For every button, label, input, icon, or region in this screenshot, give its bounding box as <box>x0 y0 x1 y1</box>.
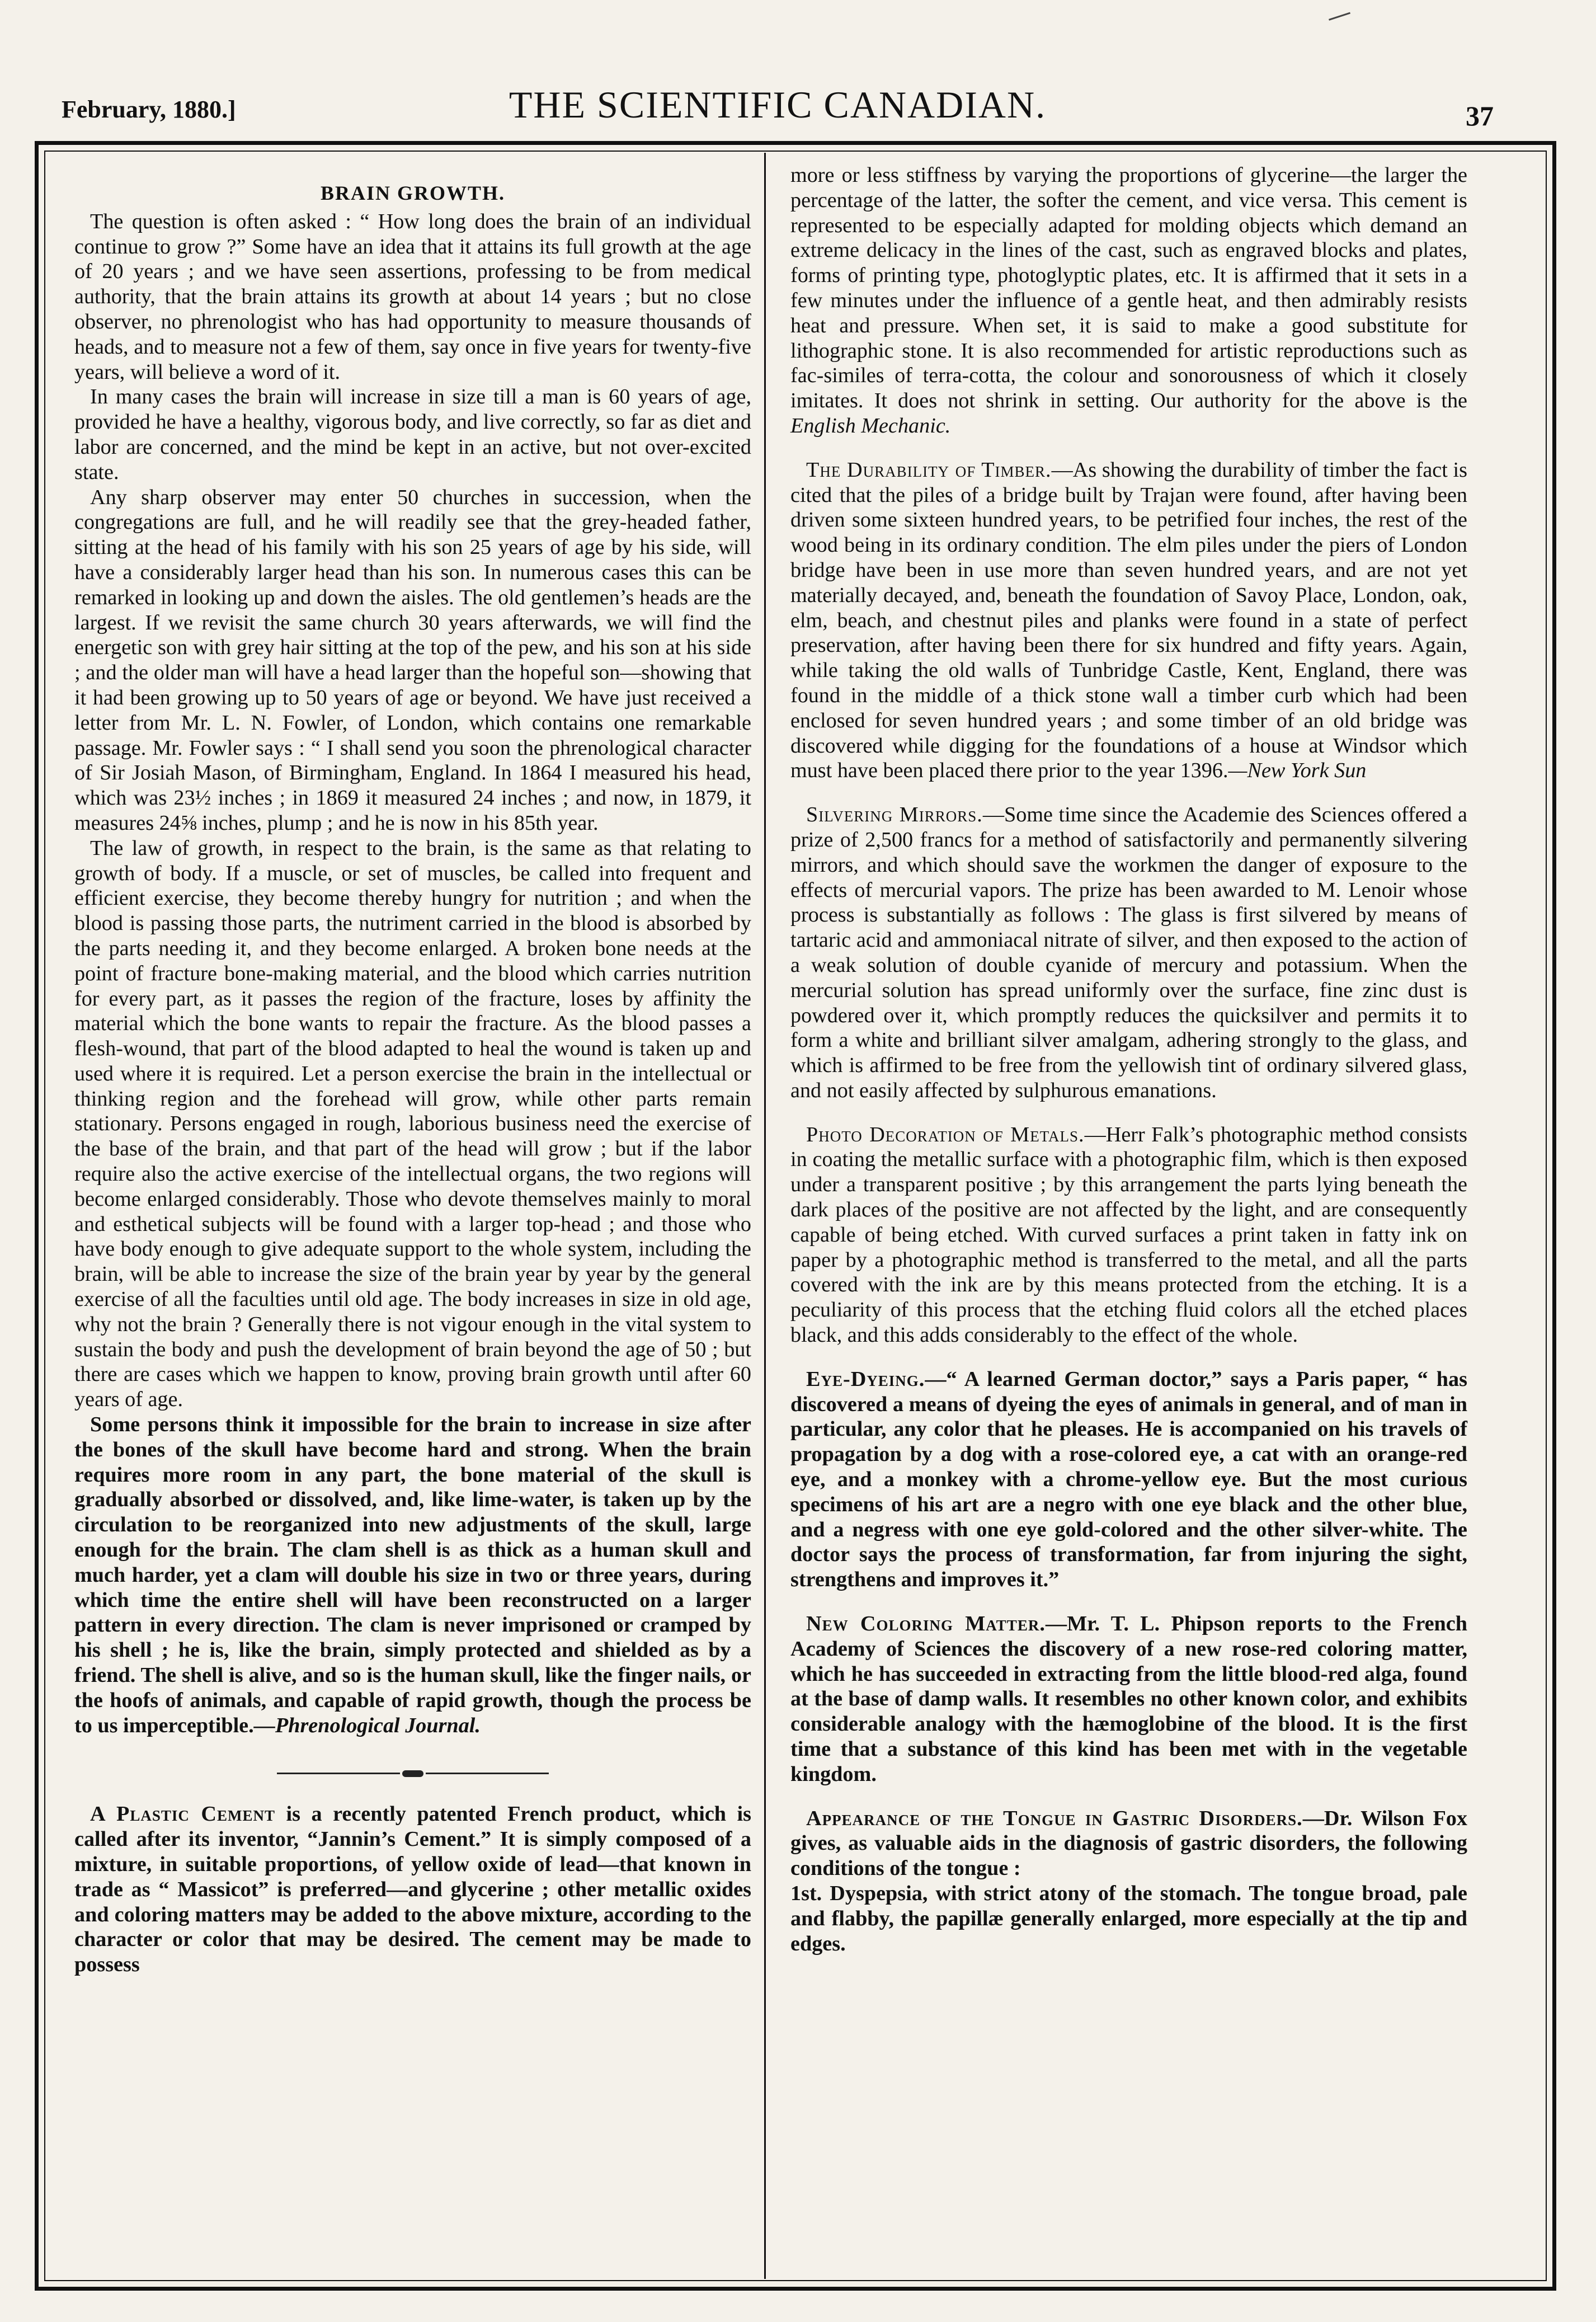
coloring-heading: New Coloring Matter. <box>806 1612 1046 1636</box>
mirrors-text: —Some time since the Academie des Sciences offered a prize of 2,500 francs for a method of satisfactorily and permanently silvering mirrors, and which should save the workmen the danger of exposure to the effects of mercurial vapors. The prize has been awarded to M. Lenoir whose process is substantially as follows : The glass is first silvered by means of tartaric acid and ammoniacal nitrate of silver, and then exposed to the action of a weak solution of double cyanide of mercury and potassium. When the mercurial solution has spread uniformly over the surface, fine zinc dust is powdered over it, which promptly reduces the quicksilver and permits it to form a white and brilliant silver amalgam, adhering strongly to the glass, and which is affirmed to be free from the yellowish tint of ordinary silvered glass, and not easily affected by sulphurous emanations. <box>790 803 1467 1102</box>
photo-text: —Herr Falk’s photographic method consists in coating the metallic surface with a photographic film, which is then exposed under a transparent positive ; by this arrangement the parts lying beneath the dark places of the positive are not affected by the light, and are consequently capable of being etched. With curved surfaces a print taken in fatty ink on paper by a photographic method is transferred to the metal, and all the parts covered with the ink are by this means protected from the etching. It is a peculiarity of this process that the etching fluid colors all the etched places black, and this adds considerably to the effect of the whole. <box>790 1122 1467 1347</box>
plastic-cement-heading: A Plastic Cement <box>90 1802 275 1826</box>
plastic-cement-text-left: is a recently patented French product, which is called after its inventor, “Jannin’s Cement.” It is simply composed of a mixture, in suitable proportions, of yellow oxide of lead—that known in trade as “ Massicot” is preferred—and glycerine ; other metallic oxides and coloring matters may be added to the above mixture, according to the character or color that may be desired. The cement may be made to possess <box>74 1802 752 1977</box>
eye-heading: Eye-Dyeing. <box>806 1367 925 1391</box>
photo-heading: Photo Decoration of Metals. <box>806 1122 1085 1146</box>
page-number: 37 <box>1466 100 1494 131</box>
page-header <box>62 83 1494 144</box>
left-column <box>74 181 751 1977</box>
coloring-text: —Mr. T. L. Phipson reports to the French Academy of Sciences the discovery of a new rose-red coloring matter, which he has succeeded in extracting from the little blood-red alga, found at the base of damp walls. It resembles no other known color, and exhibits considerable analogy with the hæmoglobine of the blood. It is the first time that a substance of this kind has been met with in the vegetable kingdom. <box>790 1612 1467 1786</box>
brain-growth-source: —Phrenological Journal. <box>253 1713 481 1737</box>
tongue-paragraph <box>790 1806 1467 1881</box>
brain-growth-paragraph-2: In many cases the brain will increase in size till a man is 60 years of age, provided he have a healthy, vigorous body, and live correctly, so far as diet and labor are concerned, and the mind be kept in an active, but not over-excited state. <box>74 385 751 484</box>
timber-source: —New York Sun <box>1228 759 1367 783</box>
plastic-cement-paragraph <box>74 1802 751 1977</box>
photo-paragraph <box>790 1122 1467 1348</box>
brain-growth-paragraph-4: The law of growth, in respect to the brain, is the same as that relating to growth of body. If a muscle, or set of muscles, be called into frequent and efficient exercise, they become thereby hungry for nutrition ; and when the blood is passing those parts, the nutriment carried in the blood is absorbed by the parts needing it, and they become enlarged. A broken bone needs at the point of fracture bone-making material, and the blood which carries nutrition for every part, as it passes the region of the fracture, loses by affinity the material which the bone wants to repair the fracture. As the blood passes a flesh-wound, that part of the blood adapted to heal the wound is taken up and used where it is required. Let a person exercise the brain in the intellectual or thinking region and the forehead will grow, while other parts remain stationary. Persons engaged in rough, laborious business need the exercise of the base of the brain, and that part of the head will grow ; but if the labor require also the active exercise of the intellectual organs, the two regions will become enlarged considerably. Those who devote themselves mainly to moral and esthetical subjects will be found with a larger top-head ; and those who have body enough to give adequate support to the whole system, including the brain, will be able to increase the size of the brain year by year by the general exercise of all the faculties until old age. The body increases in size in old age, why not the brain ? Generally there is not vigour enough in the vital system to sustain the body and push the development of brain beyond the age of 50 ; but there are cases which we happen to know, proving brain growth until after 60 years of age. <box>74 836 751 1412</box>
page-frame <box>35 141 1556 2291</box>
tongue-list-item: 1st. Dyspepsia, with strict atony of the stomach. The tongue broad, pale and flabby, the papillæ generally enlarged, more especially at the tip and edges. <box>790 1882 1467 1956</box>
tongue-list <box>790 1881 1467 1956</box>
issue-date: February, 1880.] <box>62 96 236 123</box>
tongue-heading: Appearance of the Tongue in Gastric Disorders. <box>806 1806 1303 1830</box>
timber-text: —As showing the durability of timber the fact is cited that the piles of a bridge built by Trajan were found, after having been driven some sixteen hundred years, to be petrified four inches, the rest of the wood being in its ordinary condition. The elm piles under the piers of London bridge have been in use more than seven hundred years, and are not yet materially decayed, and, beneath the foundation of Savoy Place, London, oak, elm, beach, and chestnut piles and planks were found in a state of perfect preservation, after having been there for six hundred and fifty years. Again, while taking the old walls of Tunbridge Castle, Kent, England, there was found in the middle of a thick stone wall a timber curb which had been enclosed for seven hundred years ; and some timber of an old bridge was discovered while digging for the foundations of a house at Windsor which must have been placed there prior to the year 1396. <box>790 458 1467 783</box>
masthead-title: THE SCIENTIFIC CANADIAN. <box>509 83 1047 126</box>
brain-growth-paragraph-3: Any sharp observer may enter 50 churches in succession, when the congregations are full, and he will readily see that the grey-headed father, sitting at the head of his family with his son 25 years of age by his side, will have a considerably larger head than his son. In numerous cases this can be remarked in looking up and down the aisles. The old gentlemen’s heads are the largest. If we revisit the same church 30 years afterwards, we will find the energetic son with grey hair sitting at the top of the pew, and his son at his side ; and the older man will have a head larger than the hopeful son—showing that it had been growing up to 50 years of age or beyond. We have just received a letter from Mr. L. N. Fowler, of London, which contains one remarkable passage. Mr. Fowler says : “ I shall send you soon the phrenological character of Sir Josiah Mason, of Birmingham, England. In 1864 I measured his head, which was 23½ inches ; in 1869 it measured 24 inches ; and now, in 1879, it measures 24⅝ inches, plump ; and he is now in his 85th year. <box>74 485 751 835</box>
column-divider <box>764 153 766 2279</box>
brain-growth-paragraph-1: The question is often asked : “ How long does the brain of an individual continue to grow ?” Some have an idea that it attains its full growth at the age of 20 years ; and we have seen assertions, professing to be from medical authority, that the brain attains its growth at about 14 years ; but no close observer, no phrenologist who has had opportunity to measure thousands of heads, and to measure not a few of them, say once in five years for twenty-five years, will believe a word of it. <box>74 209 751 384</box>
brain-growth-paragraph-5 <box>74 1412 751 1738</box>
pen-mark <box>1327 7 1350 21</box>
plastic-cement-source: English Mechanic. <box>790 413 951 438</box>
eye-paragraph <box>790 1367 1467 1592</box>
mirrors-paragraph <box>790 802 1467 1103</box>
eye-text: —“ A learned German doctor,” says a Paris paper, “ has discovered a means of dyeing the eyes of animals in general, and of man in particular, any color that he pleases. He is accompanied on his travels of propagation by a dog with a rose-colored eye, a cat with an orange-red eye, and a monkey with a chrome-yellow eye. But the most curious specimens of his art are a negro with one eye black and the other blue, and a negress with one eye gold-colored and the other silver-white. The doctor says the process of transformation, far from injuring the sight, strengthens and improves it.” <box>790 1367 1467 1592</box>
timber-heading: The Durability of Timber. <box>806 458 1052 482</box>
mirrors-heading: Silvering Mirrors. <box>806 803 983 827</box>
section-ornament <box>74 1759 751 1770</box>
tongue-text: —Dr. Wilson Fox gives, as valuable aids in the diagnosis of gastric disorders, the following conditions of the tongue : <box>790 1806 1467 1881</box>
right-column <box>790 163 1467 1956</box>
coloring-paragraph <box>790 1611 1467 1787</box>
article-title-brain-growth: BRAIN GROWTH. <box>320 182 506 204</box>
brain-growth-p5-text: Some persons think it impossible for the brain to increase in size after the bones of the skull have become hard and strong. When the brain requires more room in any part, the bone material of the skull is gradually absorbed or dissolved, and, like lime-water, is taken up by the circulation to be reorganized into new adjustments of the skull, large enough for the brain. The clam shell is as thick as a human skull and much harder, yet a clam will double his size in two or three years, during which time the entire shell will have been reconstructed on a larger pattern in every direction. The clam is never imprisoned or cramped by his shell ; he is, like the brain, simply protected and shielded as by a friend. The shell is alive, and so is the human skull, like the finger nails, or the hoofs of animals, and capable of rapid growth, though the process be to us imperceptible. <box>74 1413 751 1737</box>
inner-border <box>44 151 1547 2281</box>
plastic-cement-continued <box>790 163 1467 439</box>
timber-paragraph <box>790 458 1467 783</box>
plastic-cement-text-right: more or less stiffness by varying the proportions of glycerine—the larger the percentage of the latter, the softer the cement, and vice versa. This cement is represented to be especially adapted for molding objects which demand an extreme delicacy in the lines of the cast, such as engraved blocks and plates, forms of printing type, photoglyptic plates, etc. It is affirmed that it sets in a few minutes under the influence of a gentle heat, and then admirably resists heat and pressure. When set, it is said to make a good substitute for lithographic stone. It is also recommended for artistic reproductions such as fac-similes of terra-cotta, the colour and sonorousness of which it closely imitates. It does not shrink in setting. Our authority for the above is the <box>790 163 1467 413</box>
